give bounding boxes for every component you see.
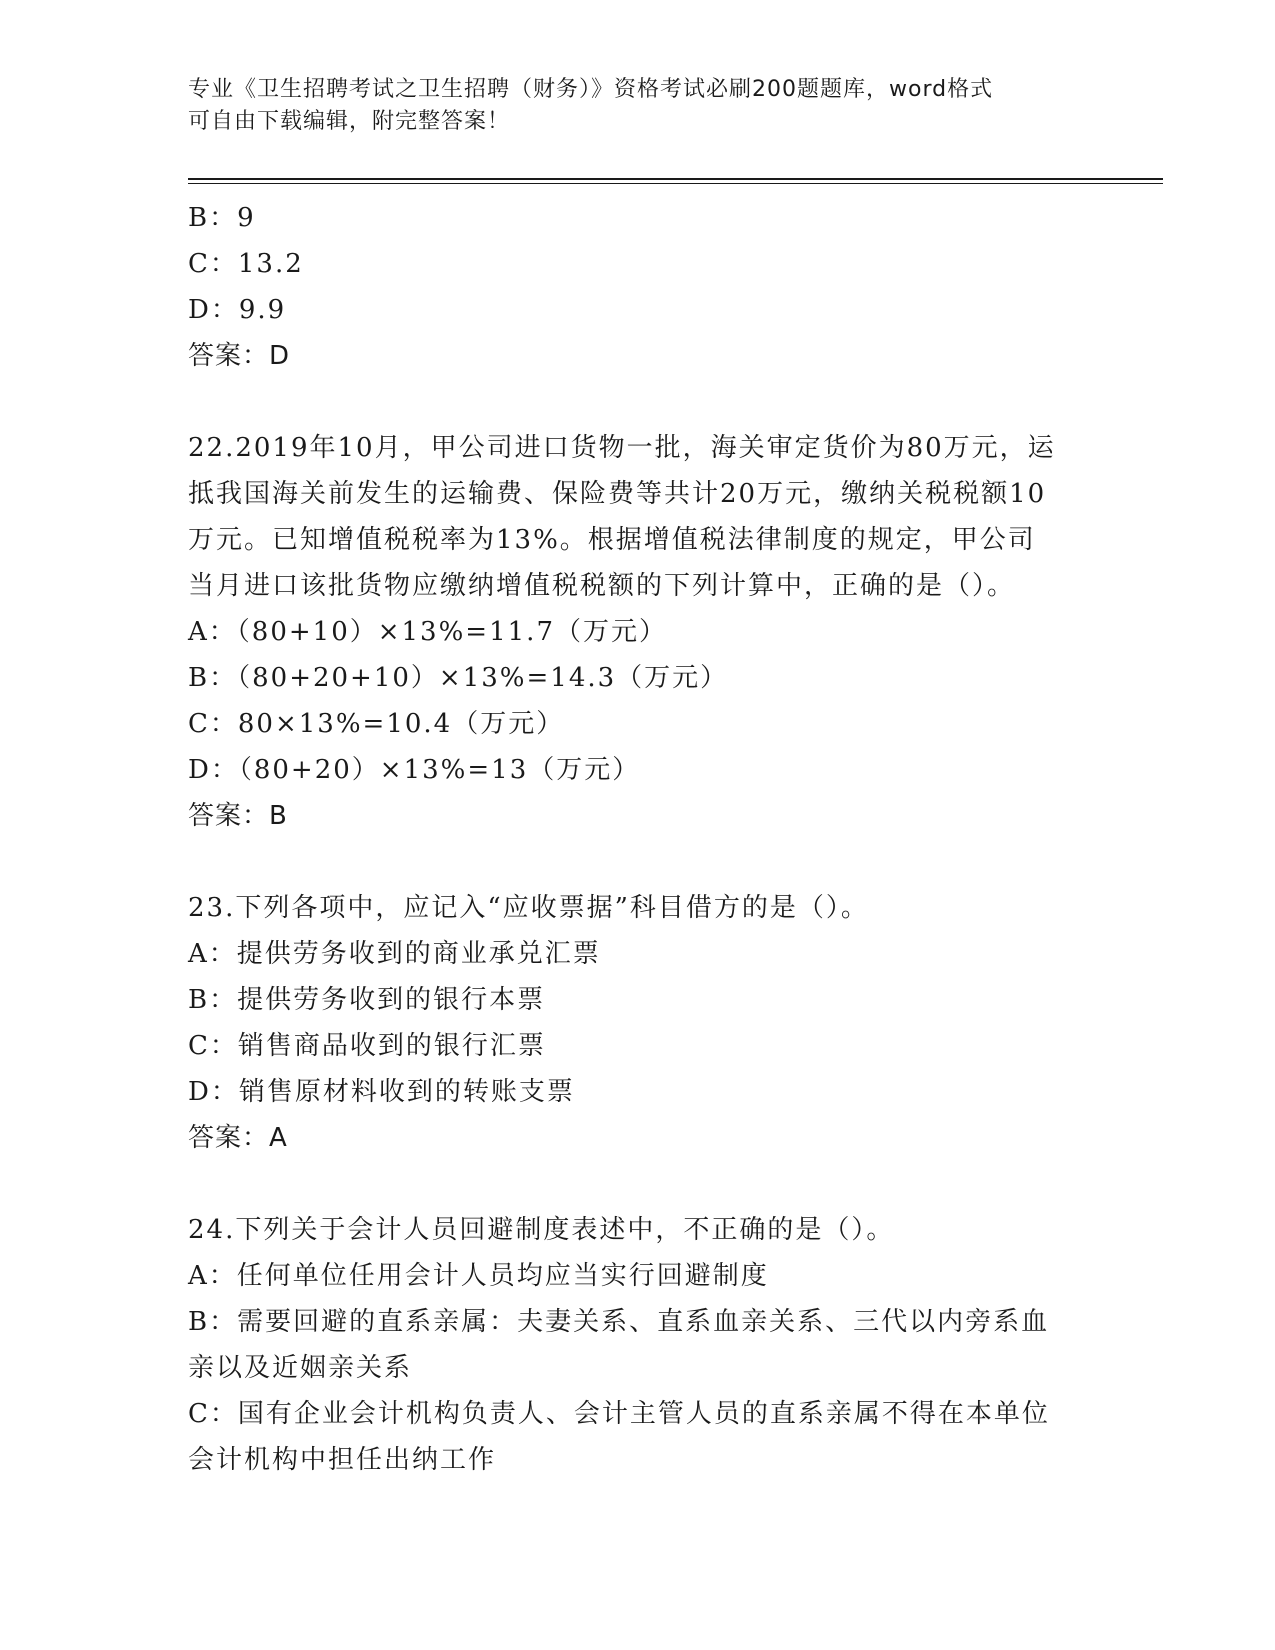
option-d: D：9.9: [188, 295, 287, 325]
answer-line: 答案：B: [188, 801, 288, 831]
answer-line: 答案：D: [188, 341, 291, 371]
header-line-1: 专业《卫生招聘考试之卫生招聘（财务）》资格考试必刷200题题库，word格式: [188, 77, 994, 102]
option-a: A：（80+10）×13%=11.7（万元）: [188, 617, 667, 647]
header-divider-thin: [188, 183, 1163, 184]
option-c: C：80×13%=10.4（万元）: [188, 709, 565, 739]
option-b: B：提供劳务收到的银行本票: [188, 985, 546, 1015]
answer-line: 答案：A: [188, 1123, 288, 1153]
option-b: B：（80+20+10）×13%=14.3（万元）: [188, 663, 729, 693]
option-a: A：提供劳务收到的商业承兑汇票: [188, 939, 601, 969]
option-b-continued: 亲以及近姻亲关系: [188, 1353, 413, 1383]
question-text-line: 当月进口该批货物应缴纳增值税税额的下列计算中，正确的是（）。: [188, 571, 1016, 601]
option-b: B：需要回避的直系亲属：夫妻关系、直系血亲关系、三代以内旁系血: [188, 1307, 1050, 1337]
question-22: [188, 425, 1088, 839]
option-b: B：9: [188, 203, 256, 233]
header-divider-thick: [188, 178, 1163, 180]
option-a: A：任何单位任用会计人员均应当实行回避制度: [188, 1261, 769, 1291]
option-c: C：销售商品收到的银行汇票: [188, 1031, 546, 1061]
prev-question: [188, 195, 1088, 379]
option-d: D：销售原材料收到的转账支票: [188, 1077, 575, 1107]
question-text-line: 抵我国海关前发生的运输费、保险费等共计20万元，缴纳关税税额10: [188, 479, 1047, 509]
question-text-line: 23.下列各项中，应记入“应收票据”科目借方的是（）。: [188, 893, 869, 923]
option-c: C：13.2: [188, 249, 304, 279]
question-24: [188, 1207, 1088, 1483]
header-line-2: 可自由下载编辑，附完整答案！: [188, 109, 511, 134]
question-text-line: 22.2019年10月，甲公司进口货物一批，海关审定货价为80万元，运: [188, 433, 1056, 463]
question-text-line: 万元。已知增值税税率为13%。根据增值税法律制度的规定，甲公司: [188, 525, 1036, 555]
document-header: [188, 74, 1088, 138]
document-body: [188, 195, 1088, 1483]
question-23: [188, 885, 1088, 1161]
option-c-continued: 会计机构中担任出纳工作: [188, 1445, 497, 1475]
option-c: C：国有企业会计机构负责人、会计主管人员的直系亲属不得在本单位: [188, 1399, 1050, 1429]
question-text-line: 24.下列关于会计人员回避制度表述中，不正确的是（）。: [188, 1215, 895, 1245]
option-d: D：（80+20）×13%=13（万元）: [188, 755, 641, 785]
